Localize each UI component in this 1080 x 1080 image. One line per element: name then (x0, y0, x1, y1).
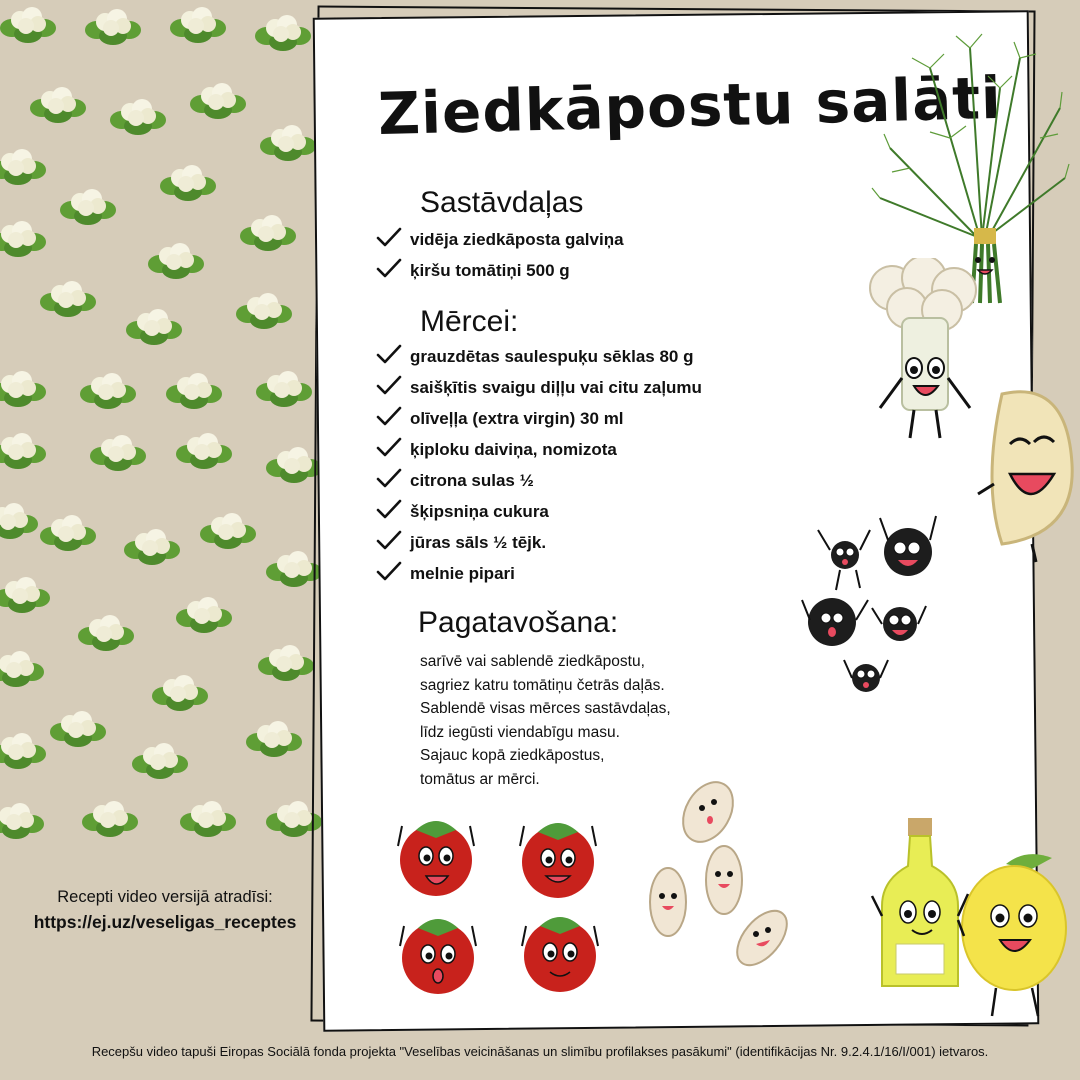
cauliflower-icon (240, 212, 296, 252)
sauce-item-label: jūras sāls ½ tējk. (410, 532, 547, 552)
video-link[interactable]: https://ej.uz/veseligas_receptes (33, 912, 297, 932)
cauliflower-character-icon (862, 258, 982, 448)
step-line: tomātus ar mērci. (420, 770, 540, 788)
tomato-character-icon (390, 806, 620, 1006)
cauliflower-icon (190, 80, 246, 120)
check-icon (376, 468, 410, 493)
cauliflower-icon (246, 718, 302, 758)
check-icon (376, 530, 410, 555)
step-line: Sajauc kopā ziedkāpostus, (420, 747, 605, 764)
cauliflower-icon (80, 370, 136, 410)
ingredient-label: vidēja ziedkāposta galviņa (410, 229, 624, 249)
sauce-heading: Mērcei: (420, 305, 519, 338)
cauliflower-icon (60, 186, 116, 226)
list-item (376, 434, 702, 465)
garlic-character-icon (972, 384, 1080, 564)
sauce-list (376, 341, 702, 589)
check-icon (376, 344, 410, 369)
sauce-item-label: grauzdētas saulespuķu sēklas 80 g (410, 346, 694, 366)
cauliflower-icon (258, 642, 314, 682)
pepper-character-icon (800, 510, 950, 710)
cauliflower-icon (132, 740, 188, 780)
recipe-title: Ziedkāpostu salāti (377, 63, 1003, 149)
sauce-item-label: saišķītis svaigu diļļu vai citu zaļumu (410, 377, 702, 397)
cauliflower-icon (0, 800, 44, 840)
cauliflower-icon (30, 84, 86, 124)
cauliflower-icon (256, 368, 312, 408)
step-line: Sablendē visas mērces sastāvdaļas, (420, 700, 671, 717)
check-icon (376, 375, 410, 400)
cauliflower-icon (200, 510, 256, 550)
check-icon (376, 406, 410, 431)
cauliflower-icon (82, 798, 138, 838)
cauliflower-icon (0, 430, 46, 470)
cauliflower-icon (124, 526, 180, 566)
cauliflower-icon (0, 4, 56, 44)
step-line: līdz iegūsti viendabīgu masu. (420, 723, 620, 741)
video-label: Recepti video versijā atradīsi: (57, 888, 273, 906)
check-icon (376, 561, 410, 586)
sauce-item-label: citrona sulas ½ (410, 470, 534, 490)
list-item (376, 341, 702, 372)
footer-note: Recepšu video tapuši Eiropas Sociālā fonda projekta "Veselības veicināšanas un slimību profilakses pasākumi" (identifikācijas Nr. 9.2.4.1/16/I/001) ietvaros. (91, 1044, 989, 1059)
cauliflower-icon (152, 672, 208, 712)
cauliflower-icon (40, 512, 96, 552)
list-item (376, 527, 702, 558)
cauliflower-icon (176, 430, 232, 470)
cauliflower-icon (260, 122, 316, 162)
cauliflower-icon (148, 240, 204, 280)
list-item (376, 372, 702, 403)
cauliflower-icon (176, 594, 232, 634)
check-icon (376, 258, 410, 283)
cauliflower-icon (236, 290, 292, 330)
cauliflower-icon (0, 218, 46, 258)
cauliflower-icon (170, 4, 226, 44)
list-item (376, 465, 702, 496)
cauliflower-icon (0, 500, 38, 540)
step-line: sagriez katru tomātiņu četrās daļās. (420, 676, 665, 694)
sauce-item-label: olīveļļa (extra virgin) 30 ml (410, 408, 624, 428)
cauliflower-icon (0, 146, 46, 186)
list-item (376, 403, 702, 434)
sauce-item-label: melnie pipari (410, 563, 515, 583)
list-item (376, 224, 624, 255)
cauliflower-icon (255, 12, 311, 52)
check-icon (376, 437, 410, 462)
cauliflower-icon (0, 730, 46, 770)
cauliflower-icon (0, 648, 44, 688)
cauliflower-icon (166, 370, 222, 410)
cauliflower-icon (78, 612, 134, 652)
preparation-heading: Pagatavošana: (418, 606, 619, 639)
list-item (376, 496, 702, 527)
check-icon (376, 227, 410, 252)
list-item (376, 255, 624, 286)
cauliflower-icon (90, 432, 146, 472)
seed-character-icon (640, 778, 800, 978)
ingredient-label: ķiršu tomātiņi 500 g (410, 260, 570, 280)
cauliflower-icon (160, 162, 216, 202)
ingredients-heading: Sastāvdaļas (420, 186, 584, 219)
preparation-steps (420, 650, 671, 791)
oil-bottle-icon (870, 816, 970, 994)
cauliflower-icon (0, 574, 50, 614)
cauliflower-icon (126, 306, 182, 346)
cauliflower-icon (50, 708, 106, 748)
cauliflower-icon (0, 368, 46, 408)
step-line: sarīvē vai sablendē ziedkāpostu, (420, 653, 645, 670)
cauliflower-icon (180, 798, 236, 838)
cauliflower-icon (85, 6, 141, 46)
cauliflower-icon (110, 96, 166, 136)
cauliflower-icon (40, 278, 96, 318)
list-item (376, 558, 702, 589)
check-icon (376, 499, 410, 524)
ingredients-list (376, 224, 624, 286)
lemon-character-icon (956, 846, 1080, 1022)
sauce-item-label: šķipsniņa cukura (410, 501, 549, 521)
sauce-item-label: ķiploku daiviņa, nomizota (410, 439, 617, 459)
